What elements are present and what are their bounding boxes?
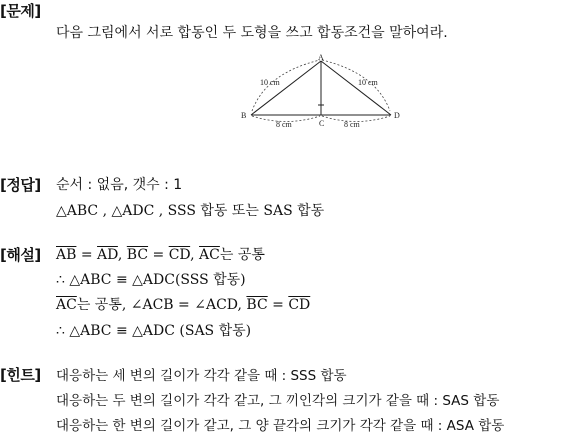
vertex-b: B: [241, 111, 247, 120]
label-bc: 8 cm: [276, 120, 292, 129]
answer-tag: [정답]: [0, 176, 41, 194]
answer-line-1: 순서 : 없음, 갯수 : 1: [56, 177, 183, 193]
hint-line-2: 대응하는 두 변의 길이가 각각 같고, 그 끼인각의 크기가 같을 때 : SAS 합동: [56, 393, 500, 409]
triangle-figure: [236, 53, 406, 129]
problem-text: 다음 그림에서 서로 합동인 두 도형을 쓰고 합동조건을 말하여라.: [56, 25, 448, 41]
segment-ad: $\overline{AD}$: [97, 247, 118, 263]
hint-line-1: 대응하는 세 변의 길이가 각각 같을 때 : SSS 합동: [56, 368, 347, 384]
explanation-tag: [해설]: [0, 246, 41, 264]
segment-bc-2: $\overline{BC}$: [246, 297, 268, 313]
vertex-c: C: [319, 119, 325, 128]
vertex-d: D: [394, 111, 400, 120]
label-cd: 8 cm: [344, 120, 360, 129]
segment-cd: $\overline{CD}$: [168, 247, 191, 263]
segment-bc: $\overline{BC}$: [126, 247, 149, 263]
problem-tag: [문제]: [0, 2, 41, 20]
segment-ac-2: $\overline{AC}$: [56, 297, 77, 313]
explanation-line-1: $\overline{AB} = \overline{AD}$, $\overline{BC} = \overline{CD}$, $\overline{AC}$는 공통: [56, 247, 265, 263]
explanation-line-4: ∴ △ABC ≡ △ADC (SAS 합동): [56, 323, 252, 339]
vertex-a: A: [318, 53, 324, 62]
label-ad: 10 cm: [358, 78, 378, 87]
explanation-line-2: ∴ △ABC ≡ △ADC(SSS 합동): [56, 272, 246, 288]
segment-cd-2: $\overline{CD}$: [288, 297, 311, 313]
explanation-line-3: $\overline{AC}$는 공통, ∠ACB = ∠ACD, $\overline{BC} = \overline{CD}$: [56, 297, 311, 313]
answer-line-2: △ABC , △ADC , SSS 합동 또는 SAS 합동: [56, 203, 325, 219]
label-ab: 10 cm: [260, 78, 280, 87]
hint-tag: [힌트]: [0, 366, 41, 384]
hint-line-3: 대응하는 한 변의 길이가 같고, 그 양 끝각의 크기가 각각 같을 때 : ASA 합동: [56, 418, 505, 434]
segment-ab: $\overline{AB}$: [56, 247, 77, 263]
segment-ac: $\overline{AC}$: [199, 247, 220, 263]
